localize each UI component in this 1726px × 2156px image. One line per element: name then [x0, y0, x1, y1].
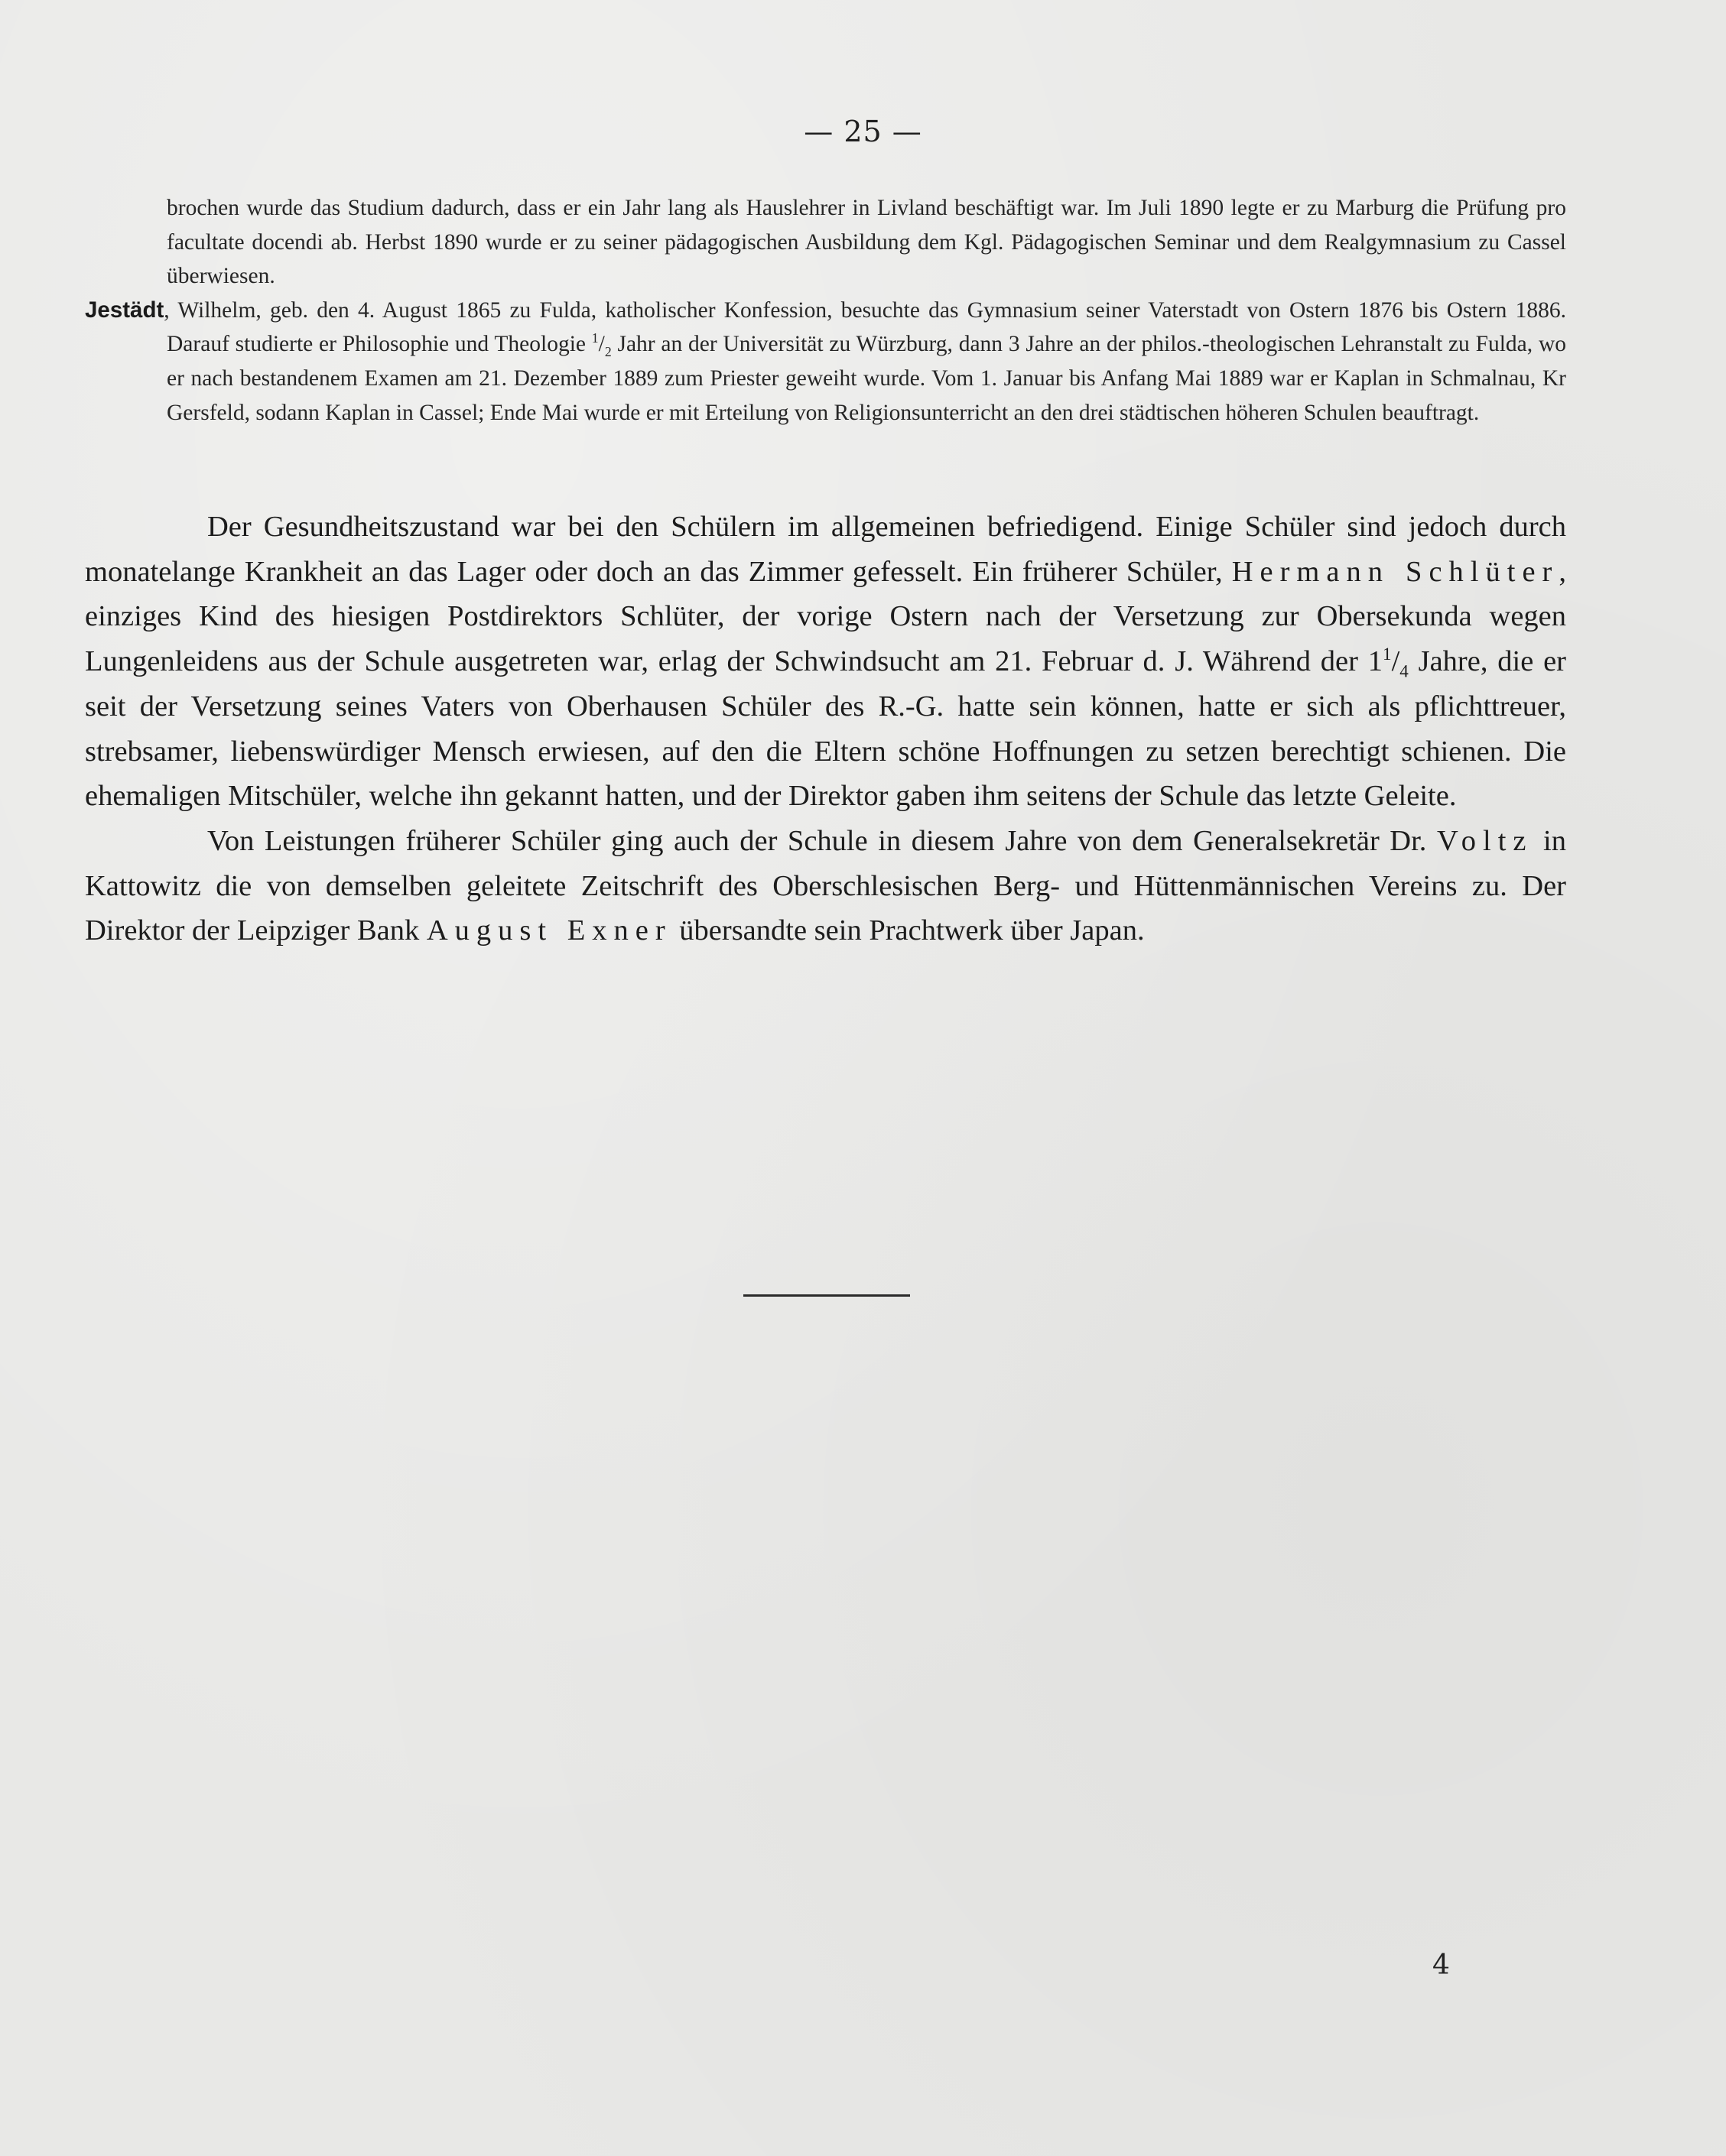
page-number: — 25 —: [804, 115, 922, 148]
p1-frac-num: 1: [1383, 644, 1392, 664]
biography-continuation-text: brochen wurde das Studium dadurch, dass er ein Jahr lang als Hauslehrer in Livland beschäftigt war. Im Juli 1890 legte er zu Marburg die Prüfung pro facultate docendi ab. Herbst 1890 wurde er zu seiner pädagogischen Ausbildung dem Kgl. Pädagogischen Seminar und dem Realgymnasium zu Cassel überwiesen.: [167, 196, 1566, 289]
p2-name-voltz: Voltz: [1436, 824, 1533, 857]
signature-mark: 4: [1432, 1950, 1450, 1981]
p2-text-c: übersandte sein Prachtwerk über Japan.: [671, 914, 1145, 947]
p1-text-a: Der Gesundheitszustand war bei den Schülern im allgemeinen befriedigend. Einige Schüler sind jedoch durch monatelange Krankheit an das Lager oder doch an das Zimmer gefesselt. Ein früherer Schüler,: [85, 511, 1566, 588]
paragraph-health: Der Gesundheitszustand war bei den Schülern im allgemeinen befriedigend. Einige Schüler sind jedoch durch monatelange Krankheit an das Lager oder doch an das Zimmer gefesselt. Ein früherer Schüler, Hermann Schlüter, einziges Kind des hiesigen Postdirektors Schlüter, der vorige Ostern nach der Versetzung zur Obersekunda wegen Lungenleidens aus der Schule ausgetreten war, erlag der Schwindsucht am 21. Februar d. J. Während der $1^1/_4$ Jahre, die er seit der Versetzung seines Vaters von Oberhausen Schüler des R.-G. hatte sein können, hatte er sich als pflichttreuer, strebsamer, liebenswürdiger Mensch erwiesen, auf den die Eltern schöne Hoffnungen zu setzen berechtigt schienen. Die ehemaligen Mitschüler, welche ihn gekannt hatten, und der Direktor gaben ihm seitens der Schule das letzte Geleite.: [85, 511, 1566, 813]
paragraph-donations: [85, 819, 1566, 953]
p1-text-b: , einziges Kind des hiesigen Postdirektors Schlüter, der vorige Ostern nach der Versetzung zur Obersekunda wegen Lungenleidens aus der Schule ausgetreten war, erlag der Schwindsucht am 21. Februar d. J. Während der 1: [85, 555, 1566, 678]
entry-frac-den: 2: [604, 344, 612, 360]
biography-entry: Jestädt, Wilhelm, geb. den 4. August 1865 zu Fulda, katholischer Konfession, besuchte das Gymnasium seiner Vaterstadt von Ostern 1876 bis Ostern 1886. Darauf studierte er Philosophie und Theologie $^1/_2$ Jahr an der Universität zu Würzburg, dann 3 Jahre an der philos.-theologischen Lehranstalt zu Fulda, wo er nach bestandenem Examen am 21. Dezember 1889 zum Priester geweiht wurde. Vom 1. Januar bis Anfang Mai 1889 war er Kaplan in Schmalnau, Kr Gersfeld, sodann Kaplan in Cassel; Ende Mai wurde er mit Erteilung von Religionsunterricht an den drei städtischen höheren Schulen beauftragt.: [85, 297, 1566, 425]
main-text-block: [85, 505, 1566, 953]
biography-continuation: [167, 191, 1566, 294]
p2-text-a: Von Leistungen früherer Schüler ging auch der Schule in diesem Jahre von dem Generalsekretär Dr.: [207, 824, 1437, 857]
entry-name: Jestädt: [85, 297, 164, 323]
entry-text-1: , Wilhelm, geb. den 4. August 1865 zu Fulda, katholischer Konfession, besuchte das Gymnasium seiner Vaterstadt von Ostern 1876 bis Ostern 1886. Darauf studierte er Philosophie und Theologie: [164, 297, 1566, 357]
p2-name-exner: August Exner: [426, 914, 672, 947]
p1-text-c: Jahre, die er seit der Versetzung seines Vaters von Oberhausen Schüler des R.-G. hatte sein können, hatte er sich als pflichttreuer, strebsamer, liebenswürdiger Mensch erwiesen, auf den die Eltern schöne Hoffnungen zu setzen berechtigt schienen. Die ehemaligen Mitschüler, welche ihn gekannt hatten, und der Direktor gaben ihm seitens der Schule das letzte Geleite.: [85, 645, 1566, 813]
section-divider: [743, 1294, 910, 1297]
entry-text-2: Jahr an der Universität zu Würzburg, dann 3 Jahre an der philos.-theologischen Lehranstalt zu Fulda, wo er nach bestandenem Examen am 21. Dezember 1889 zum Priester geweiht wurde. Vom 1. Januar bis Anfang Mai 1889 war er Kaplan in Schmalnau, Kr Gersfeld, sodann Kaplan in Cassel; Ende Mai wurde er mit Erteilung von Religionsunterricht an den drei städtischen höheren Schulen beauftragt.: [167, 332, 1566, 425]
entry-frac-num: 1: [591, 330, 599, 346]
p1-name: Hermann Schlüter: [1231, 555, 1559, 588]
p2-text-b: in Kattowitz die von demselben geleitete Zeitschrift des Oberschlesischen Berg- und Hüttenmännischen Vereins zu. Der Direktor der Leipziger Bank: [85, 824, 1566, 947]
biography-block: [85, 191, 1566, 430]
p1-frac-den: 4: [1399, 661, 1409, 681]
